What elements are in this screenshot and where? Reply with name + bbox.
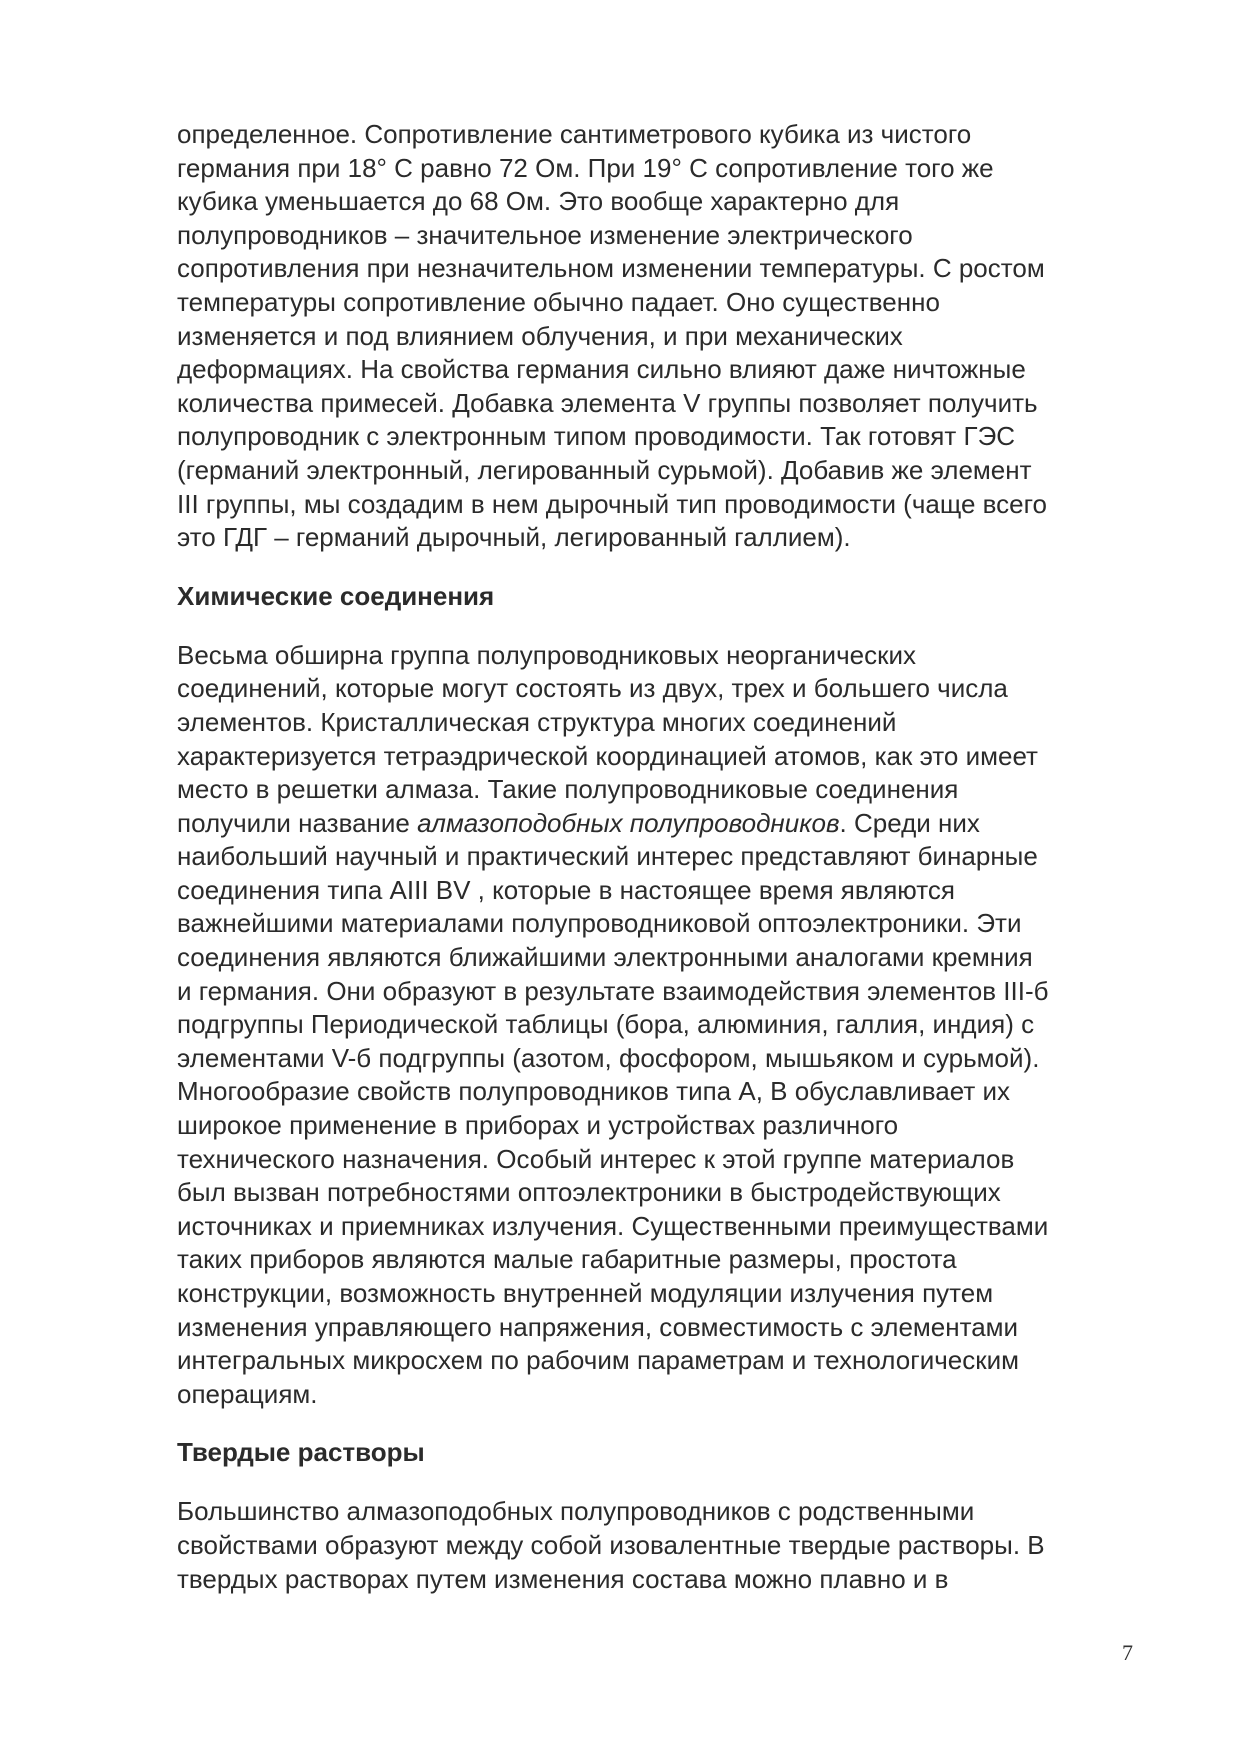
text-line: и германия. Они образуют в результате взаимодействия элементов III-б [177,975,1049,1006]
text-line: соединений, которые могут состоять из двух, трех и большего числа [177,673,1008,704]
text-line: элементов. Кристаллическая структура многих соединений [177,706,897,737]
text-line-with-italic [177,807,1197,841]
text-line: кубика уменьшается до 68 Ом. Это вообще характерно для [177,186,900,217]
section-heading-solid-solutions: Твердые растворы [177,1437,425,1468]
text-line: определенное. Сопротивление сантиметрового кубика из чистого [177,119,972,149]
text-line: Многообразие свойств полупроводников типа А, В обуславливает их [177,1076,1010,1107]
text-line: элементами V-б подгруппы (азотом, фосфором, мышьяком и сурьмой). [177,1042,1040,1073]
spacer [177,613,1197,639]
italic-term: алмазоподобных полупроводников [417,807,840,838]
text-line: изменения управляющего напряжения, совместимость с элементами [177,1311,1019,1342]
spacer [177,1469,1197,1495]
text-line: соединения являются ближайшими электронными аналогами кремния [177,942,1033,973]
paragraph-chemical-compounds [177,639,1197,1412]
text-line: свойствами образуют между собой изовалентные твердые растворы. В [177,1529,1045,1560]
text-line: конструкции, возможность внутренней модуляции излучения путем [177,1278,994,1308]
text-line: наибольший научный и практический интерес представляют бинарные [177,841,1038,872]
text-fragment: . Среди них [839,807,980,838]
text-line: сопротивления при незначительном изменении температуры. С ростом [177,253,1045,284]
text-line: германия при 18° С равно 72 Ом. При 19° С сопротивление того же [177,152,994,183]
text-line: это ГДГ – германий дырочный, легированный галлием). [177,522,851,553]
text-line: изменяется и под влиянием облучения, и при механических [177,320,903,351]
page-content [177,118,1197,1596]
spacer [177,555,1197,580]
text-line: полупроводников – значительное изменение электрического [177,219,913,250]
text-line: температуры сопротивление обычно падает. Оно существенно [177,286,940,317]
paragraph-solid-solutions [177,1495,1197,1596]
text-line: количества примесей. Добавка элемента V группы позволяет получить [177,387,1038,418]
text-line: широкое применение в приборах и устройствах различного [177,1110,899,1141]
text-fragment: получили название [177,807,418,838]
page-number: 7 [1122,1640,1133,1665]
text-line: твердых растворах путем изменения состава можно плавно и в [177,1563,949,1594]
text-line: III группы, мы создадим в нем дырочный тип проводимости (чаще всего [177,488,1047,519]
text-line: таких приборов являются малые габаритные размеры, простота [177,1244,957,1275]
spacer [177,1411,1197,1436]
text-line: подгруппы Периодической таблицы (бора, алюминия, галлия, индия) с [177,1009,1035,1040]
text-line: был вызван потребностями оптоэлектроники в быстродействующих [177,1177,1001,1208]
text-line: важнейшими материалами полупроводниковой оптоэлектроники. Эти [177,908,1022,939]
text-line: деформациях. На свойства германия сильно влияют даже ничтожные [177,354,1026,385]
section-heading-chemical-compounds: Химические соединения [177,580,495,611]
text-line: (германий электронный, легированный сурьмой). Добавив же элемент [177,454,1032,485]
text-line: Весьма обширна группа полупроводниковых неорганических [177,639,916,670]
text-line: интегральных микросхем по рабочим параметрам и технологическим [177,1345,1020,1376]
text-line: Большинство алмазоподобных полупроводников с родственными [177,1496,975,1527]
text-line: полупроводник с электронным типом проводимости. Так готовят ГЭС [177,421,1016,452]
text-line: характеризуется тетраэдрической координацией атомов, как это имеет [177,740,1038,771]
text-line: операциям. [177,1378,318,1409]
text-line: соединения типа AIII BV , которые в настоящее время являются [177,874,955,905]
text-line: источниках и приемниках излучения. Существенными преимуществами [177,1210,1049,1241]
text-line: технического назначения. Особый интерес к этой группе материалов [177,1143,1015,1174]
paragraph-germanium [177,118,1197,555]
text-line: место в решетки алмаза. Такие полупроводниковые соединения [177,774,959,805]
